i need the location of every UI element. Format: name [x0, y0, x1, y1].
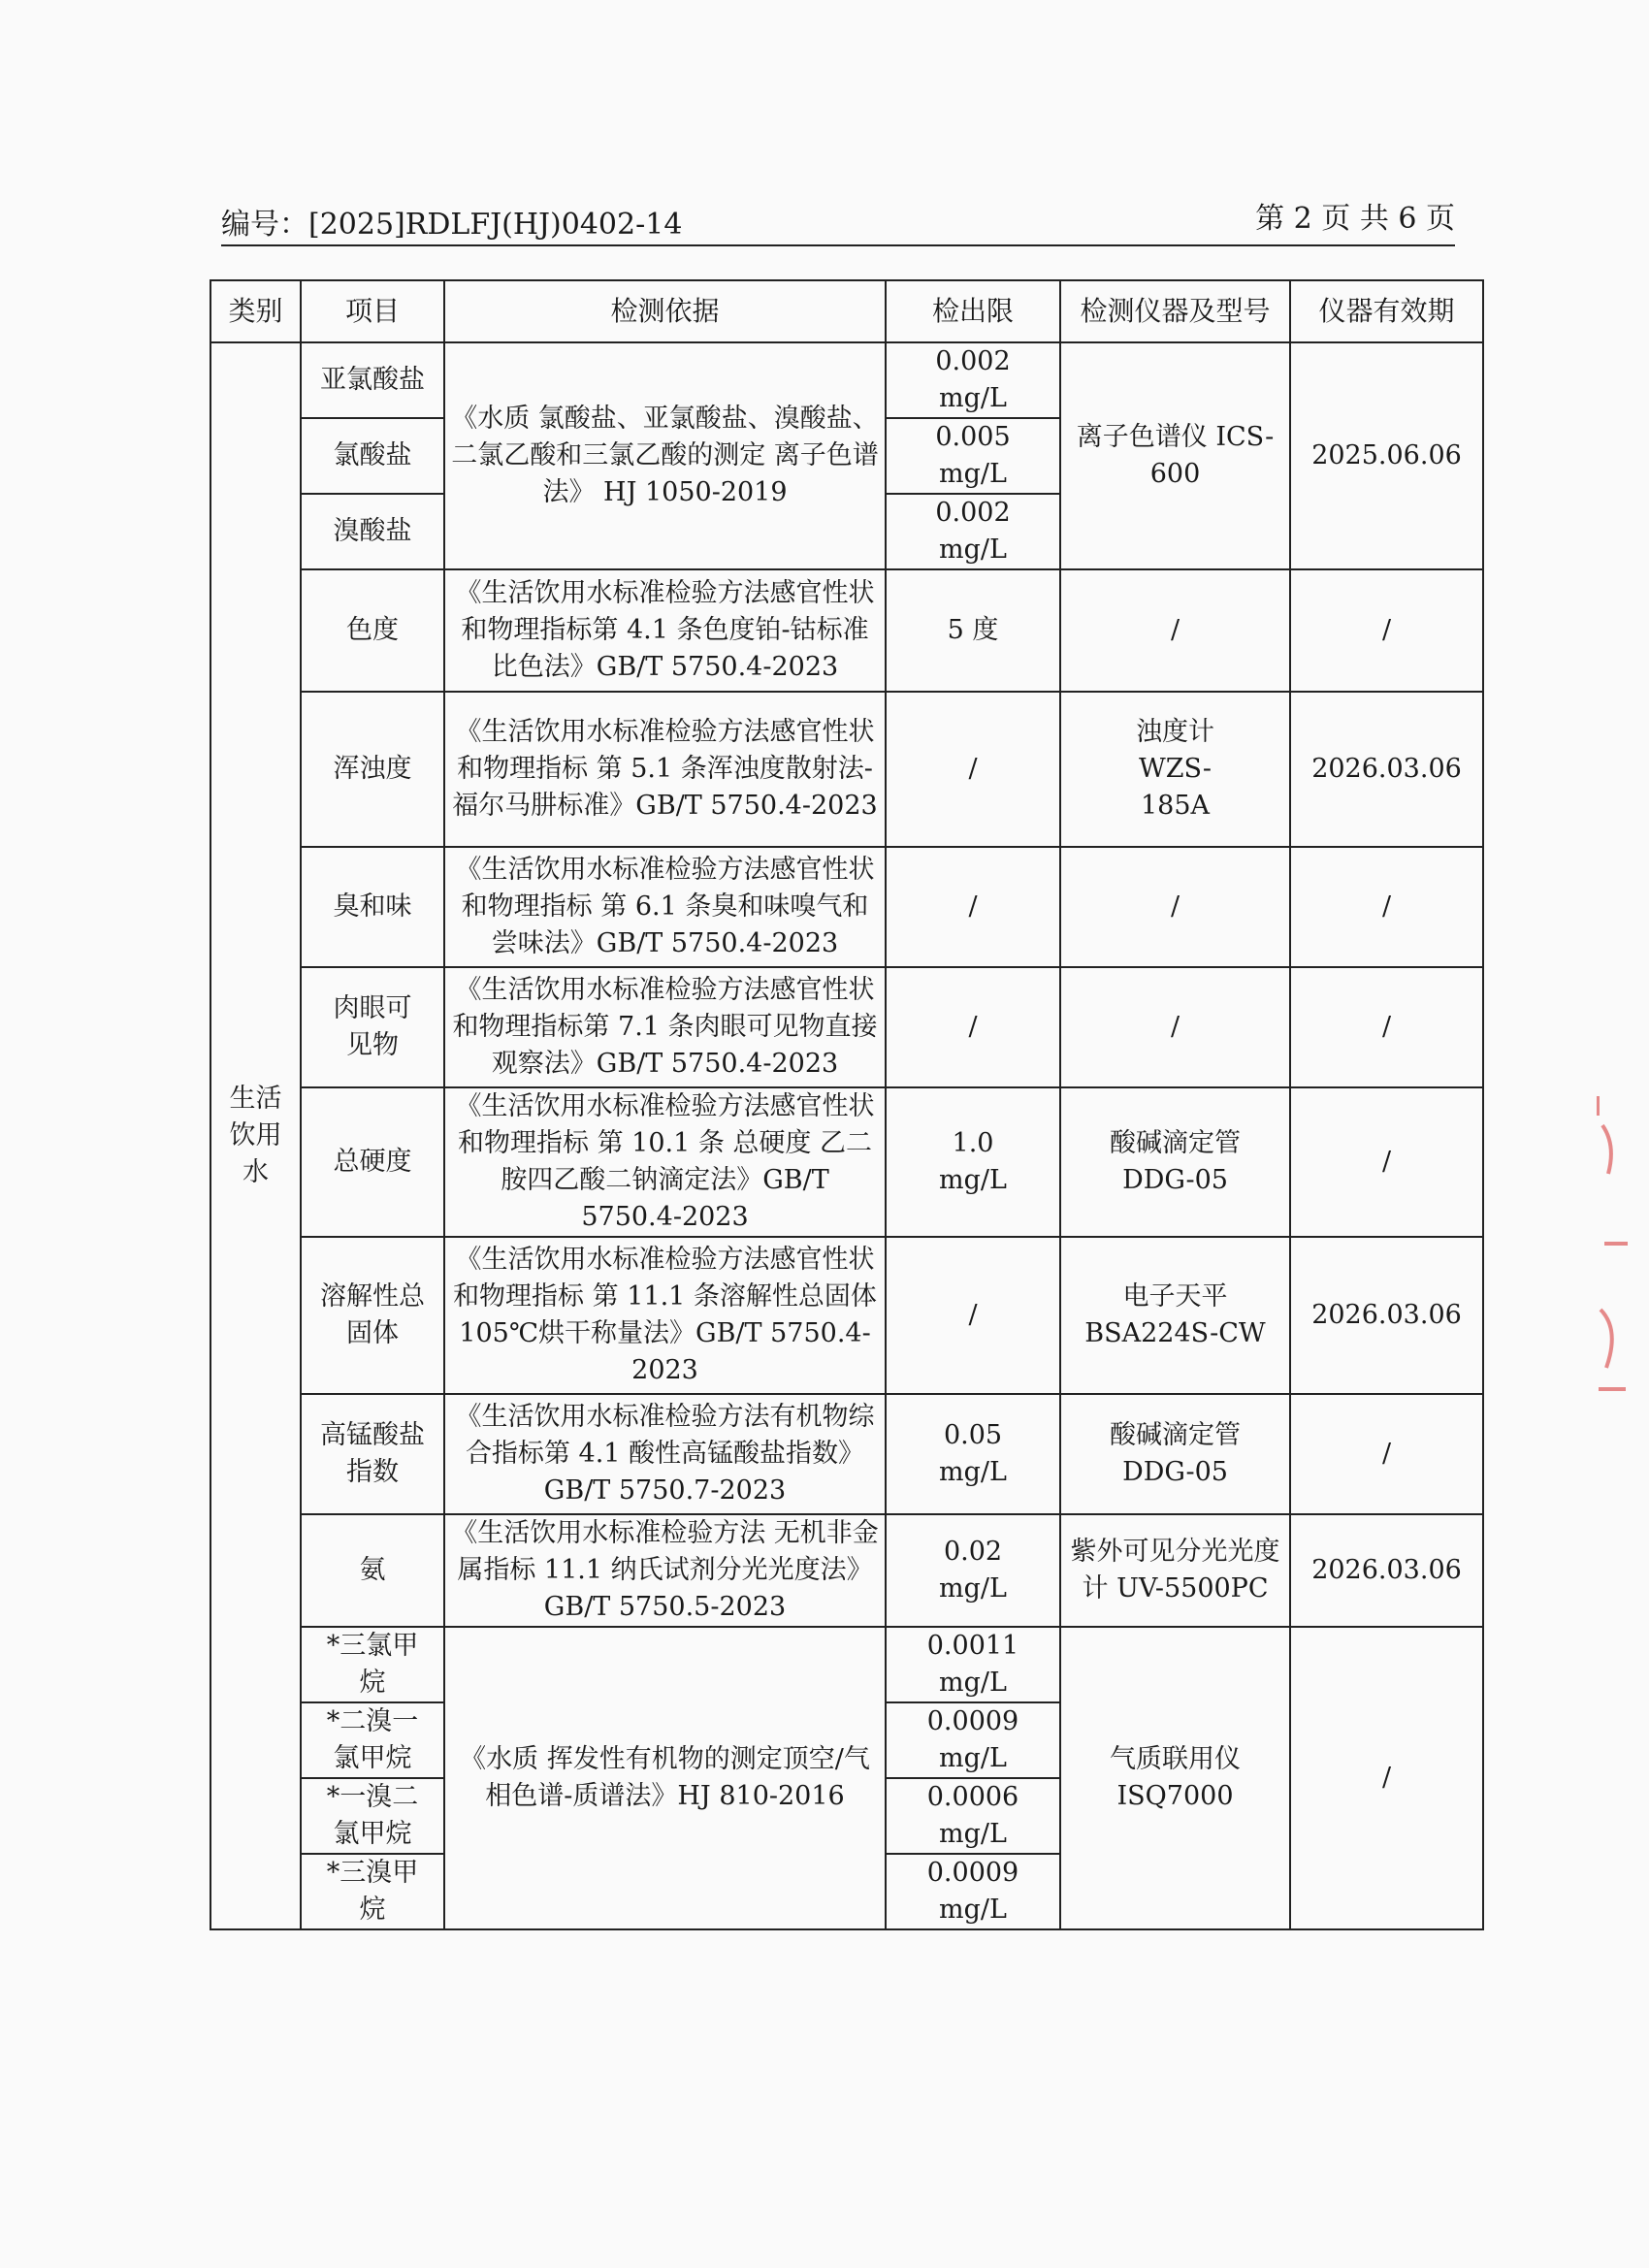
limit-cell: 0.005 mg/L	[886, 418, 1060, 494]
item-cell: 色度	[301, 569, 444, 692]
limit-cell: 0.002 mg/L	[886, 494, 1060, 569]
basis-cell: 《生活饮用水标准检验方法感官性状和物理指标 第 10.1 条 总硬度 乙二胺四乙酸二钠滴定法》GB/T 5750.4-2023	[444, 1087, 886, 1237]
test-method-table	[210, 279, 1484, 1930]
item-cell: 浑浊度	[301, 692, 444, 847]
validity-cell: /	[1290, 967, 1483, 1087]
item-cell: 总硬度	[301, 1087, 444, 1237]
item-cell: 肉眼可见物	[301, 967, 444, 1087]
limit-cell: 1.0 mg/L	[886, 1087, 1060, 1237]
validity-cell: /	[1290, 847, 1483, 967]
limit-cell: /	[886, 847, 1060, 967]
item-cell: 亚氯酸盐	[301, 342, 444, 418]
table-header-row	[210, 280, 1483, 342]
instrument-cell: 浊度计 WZS-185A	[1060, 692, 1290, 847]
instrument-cell: 离子色谱仪 ICS-600	[1060, 342, 1290, 569]
basis-cell: 《生活饮用水标准检验方法感官性状和物理指标第 7.1 条肉眼可见物直接观察法》GB/T 5750.4-2023	[444, 967, 886, 1087]
instrument-cell: 酸碱滴定管 DDG-05	[1060, 1087, 1290, 1237]
edge-seal-stamp	[1591, 1086, 1630, 1407]
limit-cell: 0.002 mg/L	[886, 342, 1060, 418]
item-cell: *三氯甲烷	[301, 1627, 444, 1702]
limit-cell: 0.0009 mg/L	[886, 1702, 1060, 1778]
item-cell: 臭和味	[301, 847, 444, 967]
limit-cell: 0.0011 mg/L	[886, 1627, 1060, 1702]
limit-cell: /	[886, 692, 1060, 847]
table-row	[210, 1087, 1483, 1237]
limit-cell: /	[886, 1237, 1060, 1394]
item-cell: 溴酸盐	[301, 494, 444, 569]
validity-cell: /	[1290, 1087, 1483, 1237]
instrument-cell: 气质联用仪 ISQ7000	[1060, 1627, 1290, 1929]
limit-cell: /	[886, 967, 1060, 1087]
col-header: 检测依据	[444, 280, 886, 342]
validity-cell: 2026.03.06	[1290, 692, 1483, 847]
limit-cell: 0.0006 mg/L	[886, 1778, 1060, 1854]
limit-cell: 5 度	[886, 569, 1060, 692]
item-cell: *三溴甲烷	[301, 1854, 444, 1929]
table-row	[210, 1394, 1483, 1514]
validity-cell: /	[1290, 569, 1483, 692]
limit-cell: 0.05 mg/L	[886, 1394, 1060, 1514]
validity-cell: 2025.06.06	[1290, 342, 1483, 569]
table-row	[210, 569, 1483, 692]
report-number: 编号：[2025]RDLFJ(HJ)0402-14	[221, 208, 683, 242]
instrument-cell: /	[1060, 569, 1290, 692]
validity-cell: /	[1290, 1394, 1483, 1514]
col-header: 项目	[301, 280, 444, 342]
table-row	[210, 1627, 1483, 1702]
table-row	[210, 692, 1483, 847]
col-header: 检出限	[886, 280, 1060, 342]
item-cell: 溶解性总固体	[301, 1237, 444, 1394]
instrument-cell: /	[1060, 967, 1290, 1087]
item-cell: *二溴一氯甲烷	[301, 1702, 444, 1778]
validity-cell: /	[1290, 1627, 1483, 1929]
validity-cell: 2026.03.06	[1290, 1237, 1483, 1394]
page-number: 第 2 页 共 6 页	[1255, 202, 1455, 236]
item-cell: *一溴二氯甲烷	[301, 1778, 444, 1854]
item-cell: 氨	[301, 1514, 444, 1627]
category-cell: 生活饮用水	[210, 342, 301, 1929]
instrument-cell: 紫外可见分光光度计 UV-5500PC	[1060, 1514, 1290, 1627]
table-row	[210, 847, 1483, 967]
table-row	[210, 1514, 1483, 1627]
instrument-cell: 电子天平 BSA224S-CW	[1060, 1237, 1290, 1394]
instrument-cell: 酸碱滴定管 DDG-05	[1060, 1394, 1290, 1514]
limit-cell: 0.0009 mg/L	[886, 1854, 1060, 1929]
basis-cell: 《生活饮用水标准检验方法感官性状和物理指标 第 6.1 条臭和味嗅气和尝味法》GB/T 5750.4-2023	[444, 847, 886, 967]
item-cell: 高锰酸盐指数	[301, 1394, 444, 1514]
basis-cell: 《水质 挥发性有机物的测定顶空/气相色谱-质谱法》HJ 810-2016	[444, 1627, 886, 1929]
validity-cell: 2026.03.06	[1290, 1514, 1483, 1627]
limit-cell: 0.02 mg/L	[886, 1514, 1060, 1627]
basis-cell: 《生活饮用水标准检验方法 无机非金属指标 11.1 纳氏试剂分光光度法》GB/T 5750.5-2023	[444, 1514, 886, 1627]
col-header: 检测仪器及型号	[1060, 280, 1290, 342]
basis-cell: 《生活饮用水标准检验方法感官性状和物理指标 第 11.1 条溶解性总固体 105℃烘干称量法》GB/T 5750.4-2023	[444, 1237, 886, 1394]
table-row	[210, 1237, 1483, 1394]
instrument-cell: /	[1060, 847, 1290, 967]
table-row	[210, 967, 1483, 1087]
basis-cell: 《生活饮用水标准检验方法感官性状和物理指标第 4.1 条色度铂-钴标准比色法》GB/T 5750.4-2023	[444, 569, 886, 692]
col-header: 仪器有效期	[1290, 280, 1483, 342]
report-header	[221, 202, 1455, 246]
item-cell: 氯酸盐	[301, 418, 444, 494]
col-header: 类别	[210, 280, 301, 342]
table-row	[210, 342, 1483, 418]
basis-cell: 《水质 氯酸盐、亚氯酸盐、溴酸盐、二氯乙酸和三氯乙酸的测定 离子色谱法》 HJ 1050-2019	[444, 342, 886, 569]
basis-cell: 《生活饮用水标准检验方法感官性状和物理指标 第 5.1 条浑浊度散射法-福尔马肼标准》GB/T 5750.4-2023	[444, 692, 886, 847]
basis-cell: 《生活饮用水标准检验方法有机物综合指标第 4.1 酸性高锰酸盐指数》GB/T 5750.7-2023	[444, 1394, 886, 1514]
